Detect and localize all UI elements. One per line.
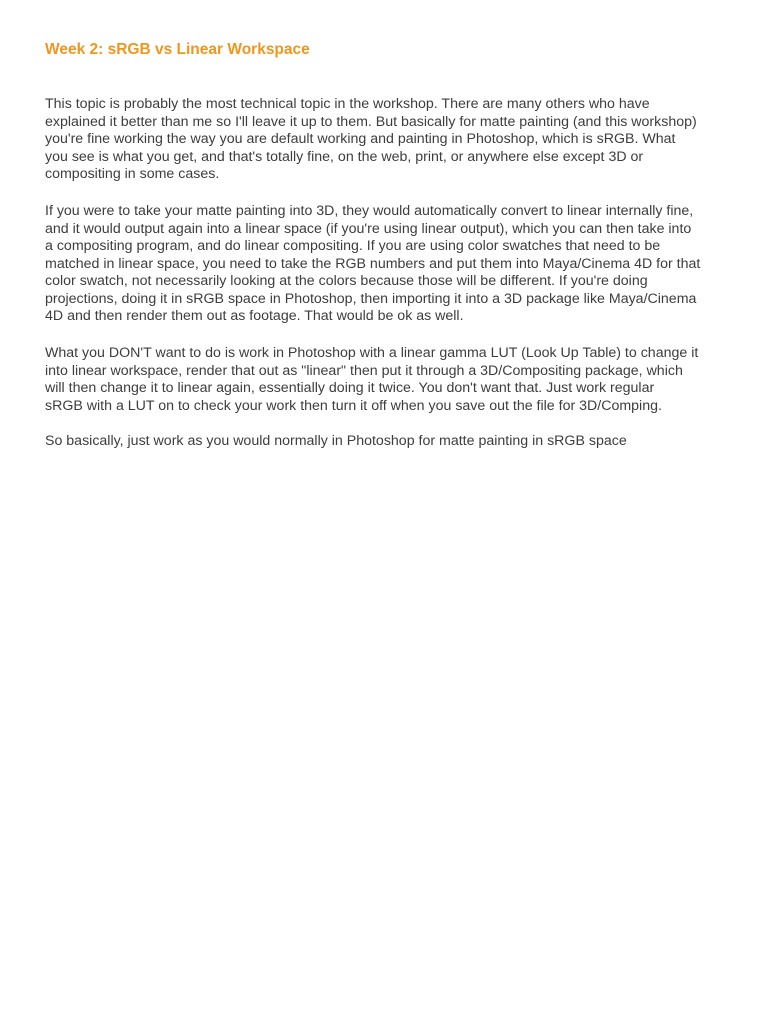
text-line: and it would output again into a linear space (if you're using linear output), which you can then take into (45, 220, 692, 237)
text-line: explained it better than me so I'll leave it up to them. But basically for matte painting (and this workshop) (45, 113, 697, 130)
text-line: So basically, just work as you would normally in Photoshop for matte painting in sRGB space (45, 433, 627, 449)
text-line: will then change it to linear again, essentially doing it twice. You don't want that. Just work regular (45, 380, 655, 396)
text-line: If you were to take your matte painting into 3D, they would automatically convert to linear internally fine, (45, 203, 694, 219)
text-line: sRGB with a LUT on to check your work then turn it off when you save out the file for 3D/Comping. (45, 397, 662, 414)
text-line: 4D and then render them out as footage. That would be ok as well. (45, 308, 464, 324)
text-line: compositing in some cases. (45, 166, 220, 182)
paragraph-3d (45, 203, 745, 326)
text-line: projections, doing it in sRGB space in Photoshop, then importing it into a 3D package like Maya/Cinema (45, 290, 697, 307)
text-line: a compositing program, and do linear compositing. If you are using color swatches that need to be (45, 238, 661, 254)
text-line: into linear workspace, render that out as "linear" then put it through a 3D/Compositing package, which (45, 362, 683, 379)
paragraph-summary (45, 433, 745, 451)
paragraph-warning (45, 345, 745, 415)
page-title: Week 2: sRGB vs Linear Workspace (45, 41, 310, 58)
text-line: matched in linear space, you need to take the RGB numbers and put them into Maya/Cinema 4D for that (45, 255, 701, 272)
paragraph-intro (45, 96, 745, 184)
text-line: color swatch, not necessarily looking at the colors because those will be different. If you're doing (45, 273, 648, 289)
text-line: This topic is probably the most technical topic in the workshop. There are many others who have (45, 96, 650, 112)
text-line: you see is what you get, and that's totally fine, on the web, print, or anywhere else except 3D or (45, 148, 644, 165)
text-line: What you DON'T want to do is work in Photoshop with a linear gamma LUT (Look Up Table) to change it (45, 345, 699, 361)
text-line: you're fine working the way you are default working and painting in Photoshop, which is sRGB. What (45, 131, 676, 147)
